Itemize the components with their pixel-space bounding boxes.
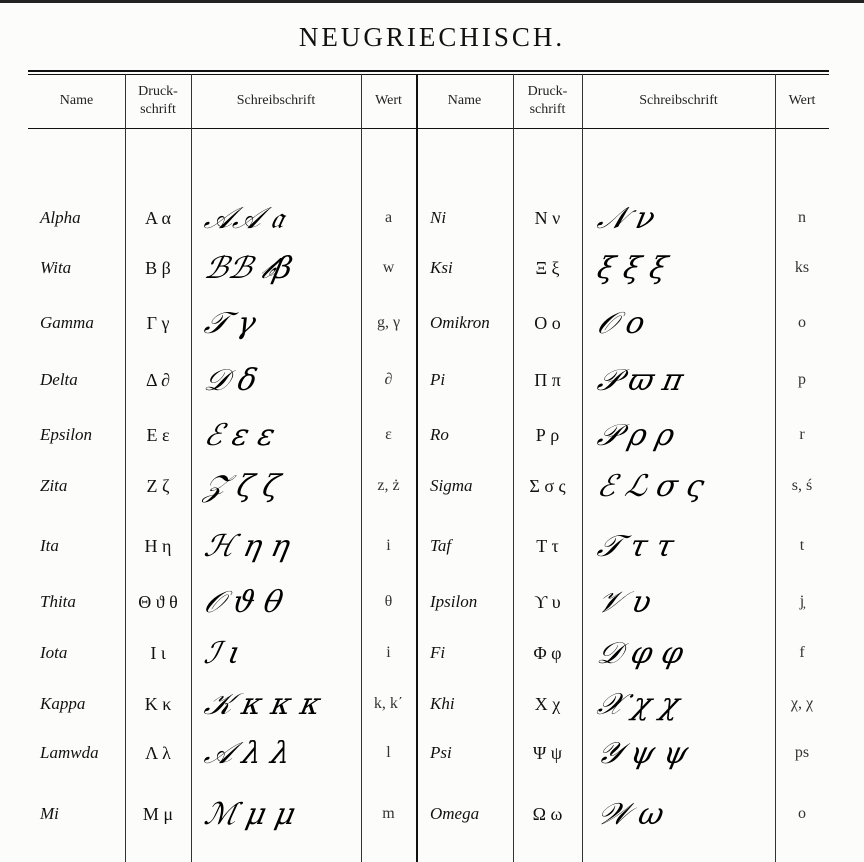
- letter-value-cell: n: [798, 209, 806, 226]
- header-druckschrift-line2: schrift: [140, 102, 176, 117]
- letter-print-cell: Ζ ζ: [146, 475, 170, 496]
- letter-print-cell: Α α: [145, 207, 171, 228]
- header-schreibschrift-left: Schreibschrift: [236, 93, 316, 108]
- letter-name-cell: Lamwda: [40, 743, 99, 762]
- letter-print-cell: Γ γ: [146, 312, 170, 333]
- header-druckschrift-line1: Druck-: [138, 84, 178, 99]
- top-rule: [0, 0, 864, 3]
- letter-print-cell: Ψ ψ: [532, 742, 563, 763]
- letter-script-cell: 𝒦 κ κ κ: [201, 686, 325, 722]
- letter-print-cell: ϒ υ: [534, 591, 561, 612]
- letter-name-cell: Taf: [430, 536, 452, 555]
- letter-script-cell: 𝒟 δ: [201, 362, 261, 398]
- letter-value-cell: ε: [385, 426, 392, 443]
- letter-script-cell: 𝒜𝒜 𝔞: [201, 200, 289, 236]
- letter-value-cell: θ: [384, 593, 393, 610]
- letter-value-cell: s, ś: [791, 477, 813, 494]
- letter-name-cell: Wita: [40, 258, 72, 277]
- header-druckschrift-line1: Druck-: [527, 84, 568, 99]
- letter-script-cell: ℰ ℒ σ ς: [594, 468, 708, 504]
- letter-print-cell: Ξ ξ: [535, 257, 560, 278]
- letter-script-cell: ℋ η η: [201, 528, 294, 564]
- letter-row: [0, 415, 864, 455]
- letter-print-cell: Π π: [534, 369, 561, 390]
- letter-row: [0, 794, 864, 834]
- letter-name-cell: Ksi: [430, 258, 453, 277]
- letter-print-cell: Λ λ: [145, 742, 171, 763]
- letter-value-cell: i: [386, 537, 391, 554]
- letter-value-cell: l: [386, 744, 391, 761]
- letter-script-cell: 𝒳 χ χ: [594, 686, 683, 722]
- letter-print-cell: Β β: [145, 257, 171, 278]
- letter-value-cell: p: [798, 371, 806, 388]
- letter-script-cell: ℳ μ μ: [201, 796, 299, 832]
- header-schreibschrift-right: Schreibschrift: [639, 93, 718, 108]
- letter-row: [0, 633, 864, 673]
- letter-script-cell: ξ ξ ξ: [594, 250, 671, 286]
- letter-value-cell: m: [382, 805, 395, 822]
- header-druckschrift-line2: schrift: [529, 102, 566, 117]
- letter-script-cell: ℬℬ 𝒷β: [201, 250, 296, 286]
- letter-print-cell: Ι ι: [150, 642, 166, 663]
- letter-value-cell: k, k΄: [373, 695, 404, 712]
- letter-script-cell: ℐ ι: [201, 635, 245, 671]
- letter-script-cell: 𝒯 τ τ: [594, 528, 677, 564]
- header-rule-bottom: [28, 128, 829, 129]
- letter-name-cell: Fi: [430, 643, 446, 662]
- letter-value-cell: o: [798, 314, 806, 331]
- header-name-left: Name: [59, 93, 94, 108]
- letter-row: [0, 248, 864, 288]
- letter-value-cell: ∂: [384, 371, 393, 388]
- letter-print-cell: Ρ ρ: [535, 424, 560, 445]
- letter-value-cell: a: [384, 209, 393, 226]
- letter-script-cell: 𝒫 ϖ π: [594, 362, 687, 398]
- letter-row: [0, 582, 864, 622]
- letter-name-cell: Khi: [430, 694, 455, 713]
- letter-script-cell: 𝒫 ρ ρ: [594, 417, 678, 453]
- letter-name-cell: Epsilon: [40, 425, 92, 444]
- letter-name-cell: Omega: [430, 804, 480, 823]
- letter-value-cell: g, γ: [376, 314, 401, 331]
- letter-name-cell: Ita: [40, 536, 59, 555]
- letter-name-cell: Iota: [40, 643, 68, 662]
- letter-print-cell: Μ μ: [142, 803, 174, 824]
- letter-name-cell: Delta: [40, 370, 78, 389]
- letter-name-cell: Thita: [40, 592, 76, 611]
- letter-value-cell: χ, χ: [790, 695, 814, 712]
- letter-value-cell: r: [799, 426, 805, 443]
- letter-name-cell: Sigma: [430, 476, 473, 495]
- letter-print-cell: Ω ω: [532, 803, 563, 824]
- letter-print-cell: Δ ∂: [146, 369, 170, 390]
- letter-name-cell: Kappa: [40, 694, 86, 713]
- letter-value-cell: w: [382, 259, 395, 276]
- header-rule-top: [28, 70, 829, 72]
- letter-script-cell: 𝒩 ν: [594, 200, 659, 236]
- letter-name-cell: Pi: [430, 370, 446, 389]
- letter-value-cell: j̦: [799, 593, 805, 610]
- letter-print-cell: Χ χ: [534, 693, 561, 714]
- letter-script-cell: 𝒱 υ: [594, 584, 655, 620]
- letter-name-cell: Alpha: [40, 208, 81, 227]
- letter-script-cell: 𝒯 γ: [201, 305, 260, 341]
- header-druckschrift-right: [513, 74, 582, 128]
- letter-name-cell: Omikron: [430, 313, 490, 332]
- letter-value-cell: z, ż: [377, 477, 400, 494]
- letter-value-cell: ps: [794, 744, 810, 761]
- letter-print-cell: Σ σ ς: [529, 475, 566, 496]
- letter-script-cell: 𝒪 ϑ θ: [201, 584, 287, 620]
- letter-print-cell: Κ κ: [144, 693, 172, 714]
- letter-name-cell: Zita: [40, 476, 68, 495]
- letter-value-cell: ks: [794, 259, 810, 276]
- letter-name-cell: Ro: [430, 425, 449, 444]
- letter-script-cell: 𝒟 φ φ: [594, 635, 687, 671]
- header-name-right: Name: [447, 93, 482, 108]
- letter-row: [0, 466, 864, 506]
- letter-value-cell: i: [386, 644, 391, 661]
- letter-value-cell: o: [798, 805, 806, 822]
- letter-print-cell: Ν ν: [534, 207, 561, 228]
- header-wert-left: Wert: [375, 93, 402, 108]
- header-wert-right: Wert: [788, 93, 816, 108]
- letter-script-cell: 𝒜 λ λ: [201, 735, 295, 771]
- letter-print-cell: Τ τ: [536, 535, 559, 556]
- letter-print-cell: Ε ε: [146, 424, 170, 445]
- letter-name-cell: Ni: [430, 208, 447, 227]
- page-title: NEUGRIECHISCH.: [298, 22, 566, 52]
- letter-row: [0, 303, 864, 343]
- letter-name-cell: Mi: [40, 804, 59, 823]
- letter-name-cell: Psi: [430, 743, 452, 762]
- letter-script-cell: 𝒲 ω: [594, 796, 668, 832]
- letter-row: [0, 198, 864, 238]
- letter-print-cell: Ο ο: [534, 312, 561, 333]
- letter-row: [0, 684, 864, 724]
- letter-print-cell: Φ φ: [533, 642, 562, 663]
- letter-name-cell: Ipsilon: [430, 592, 478, 611]
- letter-row: [0, 360, 864, 400]
- letter-script-cell: 𝒪 ο: [594, 305, 649, 341]
- letter-value-cell: f: [799, 644, 805, 661]
- header-druckschrift-left: [125, 74, 191, 128]
- letter-value-cell: t: [799, 537, 805, 554]
- letter-name-cell: Gamma: [40, 313, 94, 332]
- letter-script-cell: 𝒴 ψ ψ: [594, 735, 692, 771]
- letter-row: [0, 733, 864, 773]
- letter-row: [0, 526, 864, 566]
- letter-script-cell: 𝒵 ζ ζ: [201, 468, 284, 504]
- letter-print-cell: Η η: [144, 535, 172, 556]
- letter-print-cell: Θ ϑ θ: [138, 591, 178, 612]
- letter-script-cell: ℰ ε ε: [201, 417, 279, 453]
